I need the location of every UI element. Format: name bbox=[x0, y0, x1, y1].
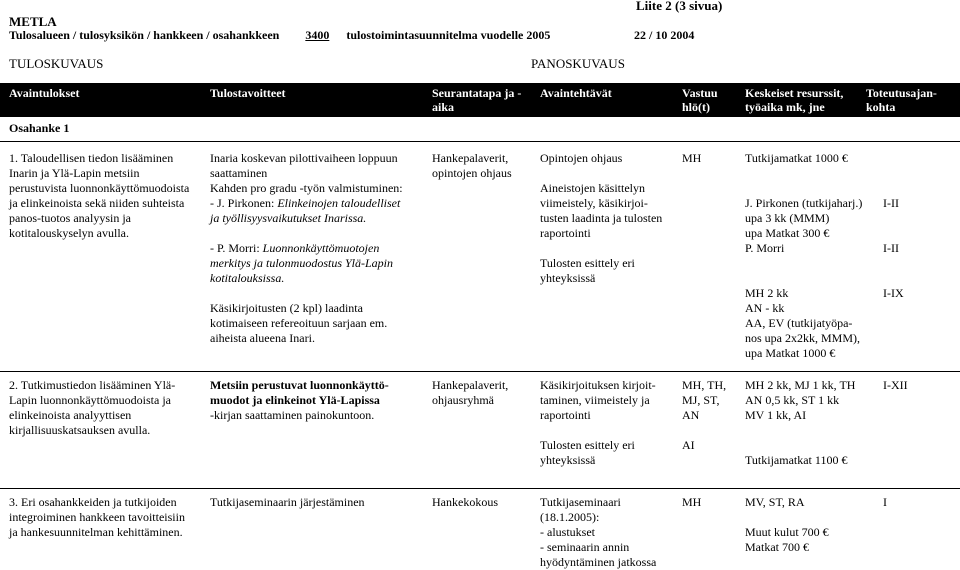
cell-line: integroiminen hankkeen tavoitteisiin bbox=[9, 510, 185, 524]
cell-line: elinkeinoista analyyttisen bbox=[9, 408, 132, 422]
cell-line: Muut kulut 700 € bbox=[745, 525, 829, 539]
plan-title bbox=[9, 28, 550, 43]
row-3-col-1 bbox=[9, 495, 185, 540]
row-2-col-5 bbox=[682, 378, 726, 453]
cell-line: - J. Pirkonen: Elinkeinojen taloudelliset bbox=[210, 196, 401, 210]
cell-line: J. Pirkonen (tutkijaharj.) bbox=[745, 196, 863, 210]
cell-line: Inarin ja Ylä-Lapin metsiin bbox=[9, 166, 140, 180]
cell-line: upa 3 kk (MMM) bbox=[745, 211, 830, 225]
row-3-col-2 bbox=[210, 495, 365, 510]
org-name: METLA bbox=[9, 14, 57, 29]
cell-line: aiheista alueena Inari. bbox=[210, 331, 315, 345]
cell-line: saattaminen bbox=[210, 166, 268, 180]
row-3-col-7 bbox=[883, 495, 887, 510]
cell-line: Hankepalaverit, bbox=[432, 378, 509, 392]
row-1-col-5 bbox=[682, 151, 701, 166]
row-2-col-1 bbox=[9, 378, 175, 438]
row-2-col-7 bbox=[883, 378, 908, 393]
cell-line: Kahden pro gradu -työn valmistuminen: bbox=[210, 181, 403, 195]
cell-line: AA, EV (tutkijatyöpa- bbox=[745, 316, 853, 330]
cell-line bbox=[745, 181, 862, 196]
cell-line bbox=[745, 438, 855, 453]
cell-line: Metsiin perustuvat luonnonkäyttö- bbox=[210, 378, 389, 392]
header-seurantatapa-2: aika bbox=[432, 100, 455, 114]
cell-line: 3. Eri osahankkeiden ja tutkijoiden bbox=[9, 495, 177, 509]
cell-line: Matkat 700 € bbox=[745, 540, 809, 554]
row-2-col-6 bbox=[745, 378, 855, 468]
row-1-col-3 bbox=[432, 151, 512, 181]
header-toteutus-2: kohta bbox=[866, 100, 896, 114]
row-2-col-2 bbox=[210, 378, 389, 423]
cell-line: -kirjan saattaminen painokuntoon. bbox=[210, 408, 375, 422]
cell-line bbox=[745, 271, 862, 286]
cell-line: Opintojen ohjaus bbox=[540, 151, 623, 165]
cell-line: AN 0,5 kk, ST 1 kk bbox=[745, 393, 840, 407]
cell-line: upa Matkat 300 € bbox=[745, 226, 830, 240]
cell-line bbox=[745, 256, 862, 271]
cell-line bbox=[883, 151, 904, 166]
cell-line: ja hankesuunnitelman kehittäminen. bbox=[9, 525, 183, 539]
cell-line: AI bbox=[682, 438, 695, 452]
cell-line: (18.1.2005): bbox=[540, 510, 600, 524]
cell-line: Tulosten esittely eri bbox=[540, 438, 635, 452]
cell-line: kirjallisuuskatsauksen avulla. bbox=[9, 423, 151, 437]
cell-line: MH, TH, bbox=[682, 378, 727, 392]
cell-line: yhteyksissä bbox=[540, 453, 596, 467]
row-divider bbox=[0, 371, 960, 372]
cell-line: Tutkijamatkat 1000 € bbox=[745, 151, 848, 165]
row-3-col-3 bbox=[432, 495, 498, 510]
header-toteutus: Toteutusajan- bbox=[866, 86, 937, 100]
attachment-label: Liite 2 (3 sivua) bbox=[636, 0, 723, 13]
cell-line: raportointi bbox=[540, 408, 591, 422]
cell-line: ja elinkeinoista sekä niiden suhteista bbox=[9, 196, 185, 210]
cell-line: raportointi bbox=[540, 226, 591, 240]
table-header bbox=[0, 83, 960, 117]
cell-line bbox=[540, 423, 656, 438]
subproject-label: Osahanke 1 bbox=[9, 121, 70, 135]
header-vastuu-2: hlö(t) bbox=[682, 100, 710, 114]
panoskuvaus-label: PANOSKUVAUS bbox=[531, 56, 625, 71]
cell-line: 2. Tutkimustiedon lisääminen Ylä- bbox=[9, 378, 176, 392]
cell-line bbox=[883, 256, 904, 271]
cell-line: MJ, ST, bbox=[682, 393, 720, 407]
cell-line: MH bbox=[682, 151, 702, 165]
row-divider bbox=[0, 488, 960, 489]
header-avaintulokset: Avaintulokset bbox=[9, 86, 80, 100]
row-3-col-5 bbox=[682, 495, 701, 510]
cell-line: nos upa 2x2kk, MMM), bbox=[745, 331, 861, 345]
cell-line: kotimaiseen refereoituun sarjaan em. bbox=[210, 316, 388, 330]
row-3-col-4 bbox=[540, 495, 656, 570]
cell-line: MH 2 kk bbox=[745, 286, 789, 300]
cell-line: viimeistely, käsikirjoi- bbox=[540, 196, 648, 210]
cell-line bbox=[883, 271, 904, 286]
cell-line bbox=[745, 423, 855, 438]
cell-line: Inaria koskevan pilottivaiheen loppuun bbox=[210, 151, 398, 165]
cell-line: AN bbox=[682, 408, 700, 422]
row-1-col-4 bbox=[540, 151, 662, 286]
cell-line: - P. Morri: Luonnonkäyttömuotojen bbox=[210, 241, 380, 255]
title-mid: tulostoimintasuunnitelma vuodelle 2005 bbox=[346, 28, 551, 42]
cell-line bbox=[210, 226, 403, 241]
cell-line: kotitalouksissa. bbox=[210, 271, 285, 285]
cell-line: hyödyntäminen jatkossa bbox=[540, 555, 657, 569]
project-number: 3400 bbox=[305, 28, 330, 42]
cell-line: I bbox=[883, 495, 887, 509]
cell-line: MH 2 kk, MJ 1 kk, TH bbox=[745, 378, 856, 392]
row-1-col-1 bbox=[9, 151, 189, 241]
cell-line bbox=[883, 226, 904, 241]
cell-line: yhteyksissä bbox=[540, 271, 596, 285]
cell-line: - alustukset bbox=[540, 525, 595, 539]
cell-line: P. Morri bbox=[745, 241, 785, 255]
cell-line: Lapin luonnonkäyttömuodoista ja bbox=[9, 393, 171, 407]
cell-line bbox=[745, 510, 829, 525]
cell-line: I-II bbox=[883, 241, 899, 255]
cell-line: perustuvista luonnonkäyttömuodoista bbox=[9, 181, 190, 195]
header-resurssit: Keskeiset resurssit, bbox=[745, 86, 844, 100]
cell-line: muodot ja elinkeinot Ylä-Lapissa bbox=[210, 393, 380, 407]
cell-line: opintojen ohjaus bbox=[432, 166, 512, 180]
cell-line: kotitalouskyselyn avulla. bbox=[9, 226, 129, 240]
cell-line: AN - kk bbox=[745, 301, 785, 315]
cell-line: taminen, viimeistely ja bbox=[540, 393, 650, 407]
cell-line: ohjausryhmä bbox=[432, 393, 494, 407]
cell-line: merkitys ja tulonmuodostus Ylä-Lapin bbox=[210, 256, 394, 270]
cell-line: panos-tuotos analyysin ja bbox=[9, 211, 131, 225]
cell-line: - seminaarin annin bbox=[540, 540, 630, 554]
cell-line: Hankepalaverit, bbox=[432, 151, 509, 165]
cell-line: MV 1 kk, AI bbox=[745, 408, 807, 422]
header-seurantatapa: Seurantatapa ja - bbox=[432, 86, 522, 100]
cell-line bbox=[540, 166, 662, 181]
cell-line: Tutkijaseminaarin järjestäminen bbox=[210, 495, 365, 509]
cell-line: upa Matkat 1000 € bbox=[745, 346, 836, 360]
cell-line: Tutkijaseminaari bbox=[540, 495, 621, 509]
divider bbox=[0, 141, 960, 142]
row-2-col-3 bbox=[432, 378, 508, 408]
cell-line: I-IX bbox=[883, 286, 904, 300]
row-1-col-6 bbox=[745, 151, 862, 361]
cell-line bbox=[883, 181, 904, 196]
row-3-col-6 bbox=[745, 495, 829, 555]
cell-line: Käsikirjoituksen kirjoit- bbox=[540, 378, 656, 392]
title-prefix: Tulosalueen / tulosyksikön / hankkeen / osahankkeen bbox=[9, 28, 280, 42]
cell-line bbox=[883, 166, 904, 181]
header-vastuu: Vastuu bbox=[682, 86, 718, 100]
cell-line: Tutkijamatkat 1100 € bbox=[745, 453, 848, 467]
cell-line: 1. Taloudellisen tiedon lisääminen bbox=[9, 151, 174, 165]
row-1-col-2 bbox=[210, 151, 403, 346]
cell-line bbox=[883, 211, 904, 226]
plan-date: 22 / 10 2004 bbox=[634, 28, 695, 42]
header-tulostavoitteet: Tulostavoitteet bbox=[210, 86, 286, 100]
tuloskuvaus-label: TULOSKUVAUS bbox=[9, 56, 104, 71]
header-avaintehtavat: Avaintehtävät bbox=[540, 86, 612, 100]
cell-line: ja työllisyysvaikutukset Inarissa. bbox=[210, 211, 367, 225]
cell-line: Tulosten esittely eri bbox=[540, 256, 635, 270]
cell-line: I-II bbox=[883, 196, 899, 210]
cell-line: Käsikirjoitusten (2 kpl) laadinta bbox=[210, 301, 363, 315]
cell-line: MV, ST, RA bbox=[745, 495, 805, 509]
cell-line: Hankekokous bbox=[432, 495, 498, 509]
cell-line bbox=[745, 166, 862, 181]
cell-line bbox=[682, 423, 726, 438]
cell-line: tusten laadinta ja tulosten bbox=[540, 211, 663, 225]
row-2-col-4 bbox=[540, 378, 656, 468]
cell-line bbox=[210, 286, 403, 301]
cell-line: MH bbox=[682, 495, 702, 509]
row-1-col-7 bbox=[883, 151, 904, 301]
header-resurssit-2: työaika mk, jne bbox=[745, 100, 825, 114]
cell-line bbox=[540, 241, 662, 256]
cell-line: Aineistojen käsittelyn bbox=[540, 181, 645, 195]
cell-line: I-XII bbox=[883, 378, 908, 392]
